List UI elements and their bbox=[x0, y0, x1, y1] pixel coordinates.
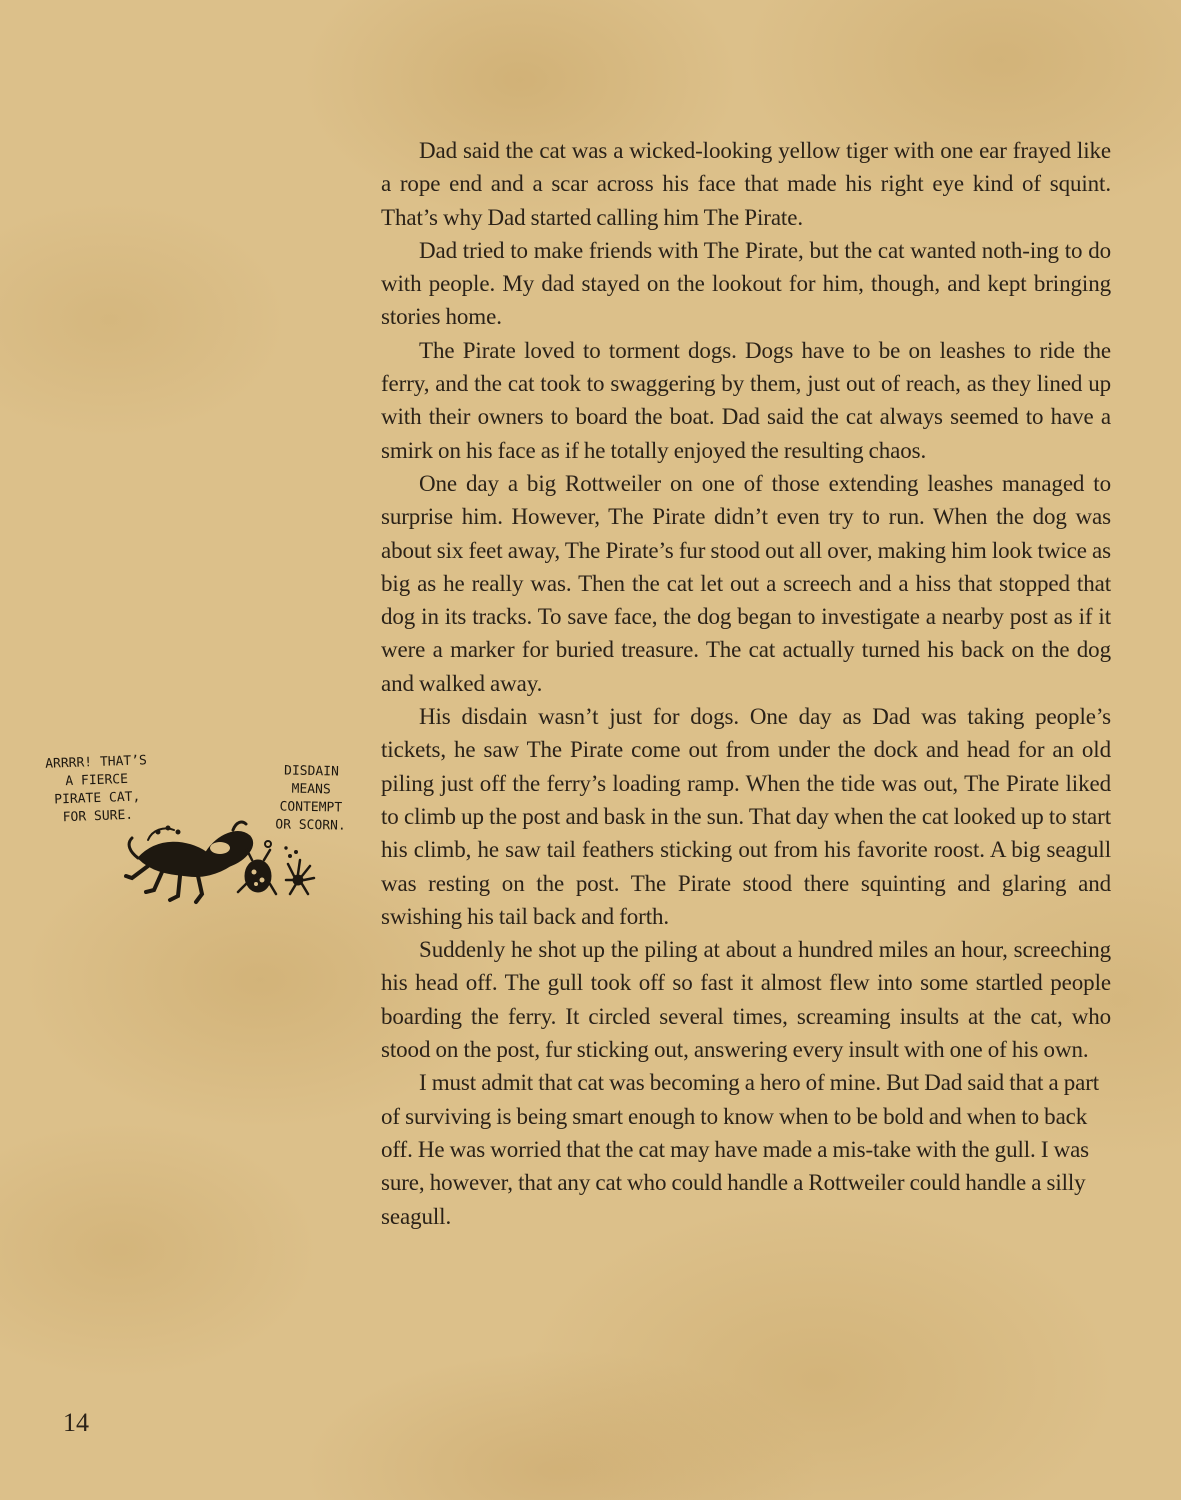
bug-creatures-icon bbox=[118, 818, 318, 910]
margin-note-disdain: DISDAIN MEANS CONTEMPT OR SCORN. bbox=[275, 763, 346, 834]
page-number: 14 bbox=[63, 1408, 89, 1437]
paragraph: His disdain wasn’t just for dogs. One day as Dad was taking people’s tickets, he saw The Pirate come out from under the dock and head for an old piling just off the ferry’s loading ramp. When the tide was out, The Pirate liked to climb up the post and bask in the sun. That day when the cat looked up to start his climb, he saw tail feathers sticking out from his favorite roost. A big seagull was resting on the post. The Pirate stood there squinting and glaring and swishing his tail back and forth. bbox=[381, 704, 1111, 929]
paragraph: The Pirate loved to torment dogs. Dogs have to be on leashes to ride the ferry, and the cat took to swaggering by them, just out of reach, as they lined up with their owners to board the boat. Dad said the cat always seemed to have a smirk on his face as if he totally enjoyed the resulting chaos. bbox=[381, 337, 1111, 463]
paragraph: Suddenly he shot up the piling at about a hundred miles an hour, screeching his head off. The gull took off so fast it almost flew into some startled people boarding the ferry. It circled several times, screaming insults at the cat, who stood on the post, fur sticking out, answering every insult with one of his own. bbox=[381, 937, 1111, 1063]
paragraph: Dad tried to make friends with The Pirate, but the cat wanted noth-ing to do with people. My dad stayed on the lookout for him, though, and kept bringing stories home. bbox=[381, 237, 1111, 330]
body-text bbox=[381, 134, 1111, 1233]
paragraph: Dad said the cat was a wicked-looking yellow tiger with one ear frayed like a rope end and a scar across his face that made his right eye kind of squint. That’s why Dad started calling him The Pirate. bbox=[381, 138, 1111, 230]
paragraph: I must admit that cat was becoming a hero of mine. But Dad said that a part of surviving is being smart enough to know when to be bold and when to back off. He was worried that the cat may have made a mis-take with the gull. I was sure, however, that any cat who could handle a Rottweiler could handle a silly seagull. bbox=[381, 1070, 1100, 1229]
margin-note-pirate-cat: ARRRR! THAT’S A FIERCE PIRATE CAT, FOR SURE. bbox=[44, 753, 148, 826]
paragraph: One day a big Rottweiler on one of those extending leashes managed to surprise him. However, The Pirate didn’t even try to run. When the dog was about six feet away, The Pirate’s fur stood out all over, making him look twice as big as he really was. Then the cat let out a screech and a hiss that stopped that dog in its tracks. To save face, the dog began to investigate a nearby post as if it were a marker for buried treasure. The cat actually turned his back on the dog and walked away. bbox=[381, 470, 1111, 696]
